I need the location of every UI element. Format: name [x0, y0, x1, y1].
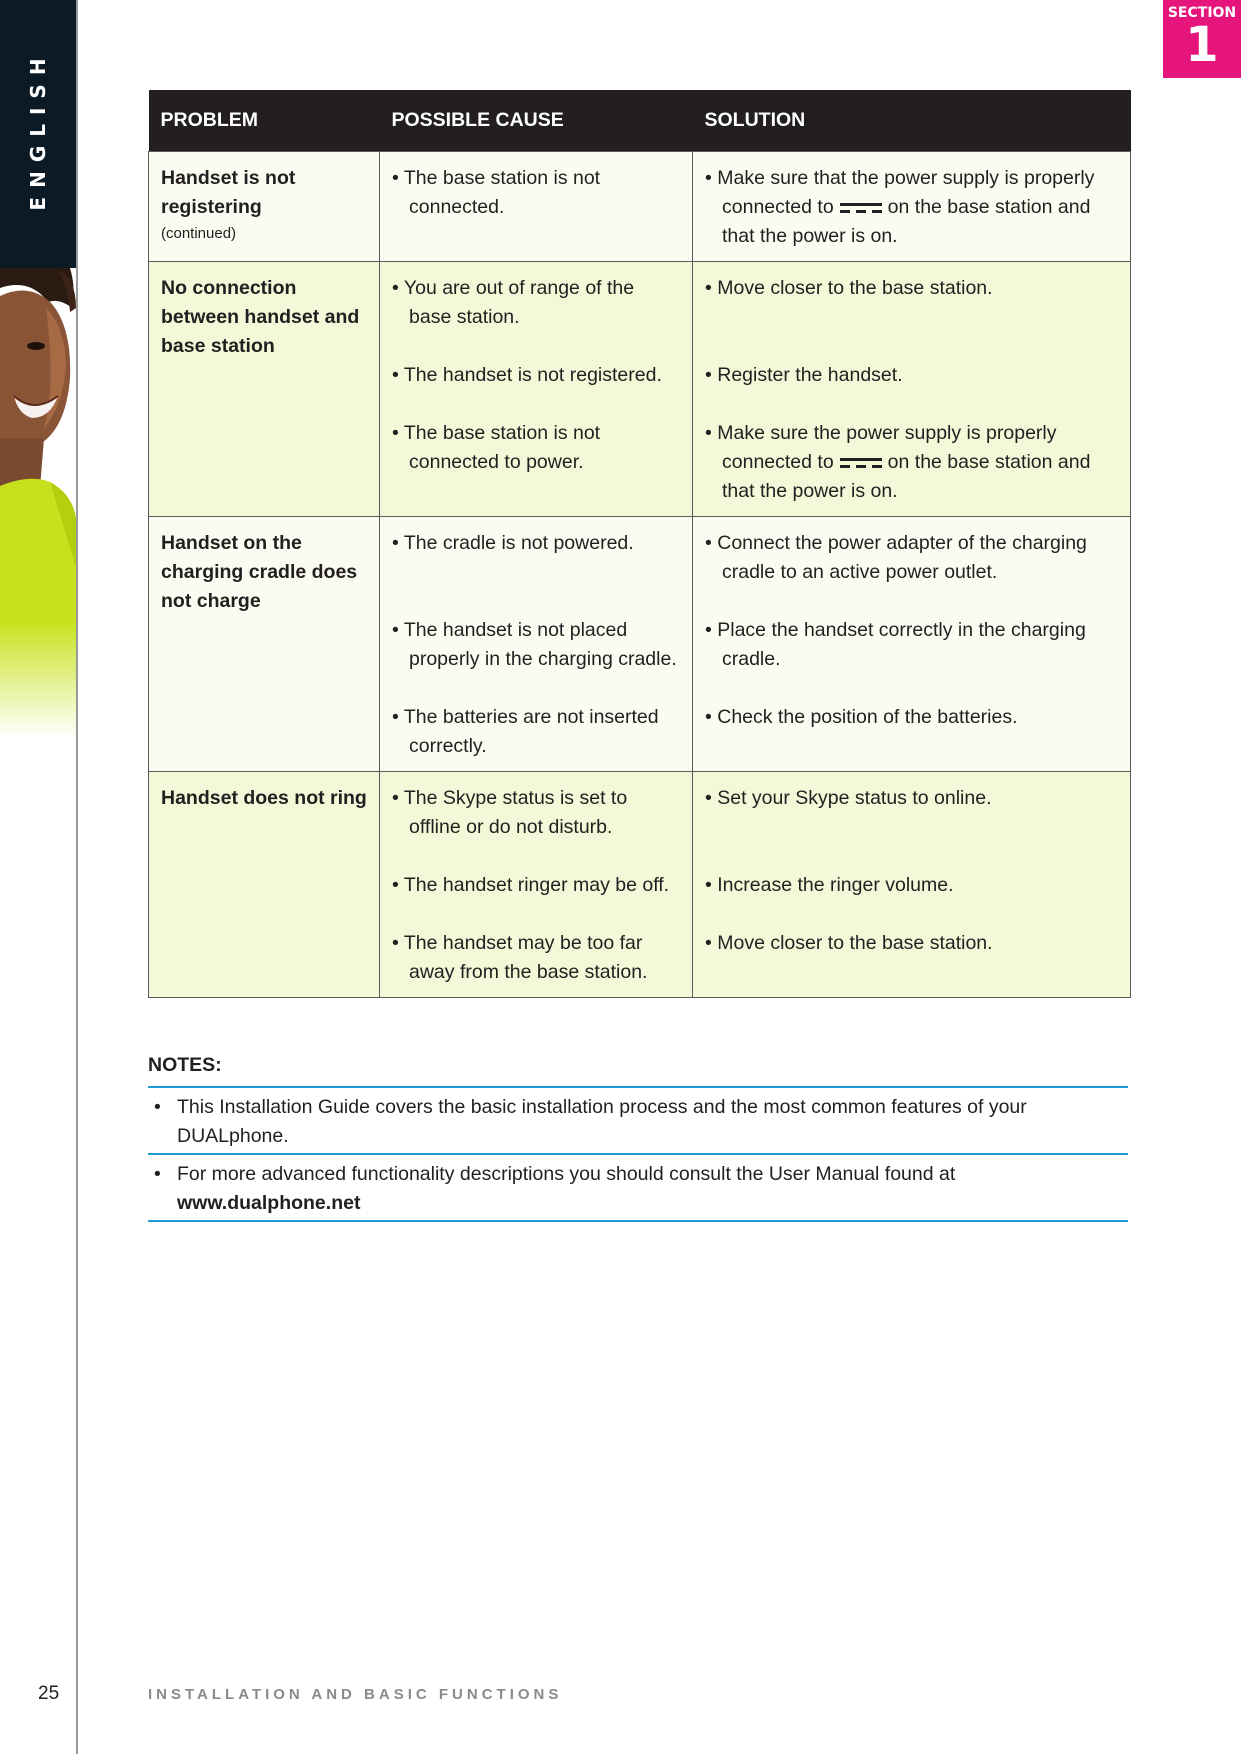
- problem-title: No connection between handset and base station: [161, 277, 360, 357]
- solution-cell: [693, 517, 1131, 772]
- cause-item: • The handset is not registered.: [392, 364, 662, 386]
- notes-list: [148, 1086, 1128, 1222]
- solution-item: [705, 164, 1118, 251]
- header-problem: PROBLEM: [149, 90, 380, 152]
- solution-text-prefix: • Make sure that the power supply is properly connected to: [705, 167, 1095, 218]
- page-number: 25: [38, 1683, 60, 1704]
- section-label: SECTION: [1167, 5, 1237, 21]
- solution-cell: [693, 772, 1131, 998]
- cause-item: • The Skype status is set to offline or do not disturb.: [392, 787, 628, 838]
- dc-power-icon: [840, 457, 882, 469]
- solution-cell: [693, 152, 1131, 262]
- table-header-row: [149, 90, 1131, 152]
- header-possible-cause: POSSIBLE CAUSE: [380, 90, 693, 152]
- problem-cell: [149, 517, 380, 772]
- solution-item: • Register the handset.: [705, 364, 903, 386]
- solution-item: [705, 419, 1118, 506]
- solution-item: • Move closer to the base station.: [705, 932, 993, 954]
- problem-cell: [149, 152, 380, 262]
- cause-item: • The cradle is not powered.: [392, 532, 634, 554]
- dc-power-icon: [840, 202, 882, 214]
- cause-cell: [380, 517, 693, 772]
- header-solution: SOLUTION: [693, 90, 1131, 152]
- woman-photo: [0, 268, 76, 738]
- note-text: This Installation Guide covers the basic installation process and the most common features of your DUALphone.: [177, 1096, 1027, 1147]
- bullet-icon: •: [154, 1096, 161, 1118]
- cause-item: • The base station is not connected.: [392, 167, 601, 218]
- section-badge: [1163, 0, 1241, 78]
- cause-item: • You are out of range of the base station.: [392, 277, 635, 328]
- note-text: For more advanced functionality descriptions you should consult the User Manual found at: [177, 1163, 956, 1185]
- solution-item: • Move closer to the base station.: [705, 277, 993, 299]
- cause-item: • The handset may be too far away from the base station.: [392, 932, 648, 983]
- bullet-icon: •: [154, 1163, 161, 1185]
- cause-item: • The batteries are not inserted correctly.: [392, 706, 659, 757]
- section-number: 1: [1185, 17, 1219, 73]
- cause-cell: [380, 262, 693, 517]
- continued-note: (continued): [161, 225, 237, 242]
- notes-heading: NOTES:: [148, 1054, 222, 1076]
- website-link[interactable]: www.dualphone.net: [177, 1192, 361, 1214]
- cause-item: • The base station is not connected to power.: [392, 422, 601, 473]
- cause-cell: [380, 152, 693, 262]
- problem-title: Handset does not ring: [161, 787, 367, 809]
- cause-item: • The handset ringer may be off.: [392, 874, 670, 896]
- solution-text-prefix: • Make sure the power supply is properly connected to: [705, 422, 1057, 473]
- solution-item: • Place the handset correctly in the charging cradle.: [705, 619, 1086, 670]
- woman-illustration: [0, 268, 76, 738]
- cause-cell: [380, 772, 693, 998]
- solution-item: • Check the position of the batteries.: [705, 706, 1018, 728]
- problem-cell: [149, 262, 380, 517]
- solution-text-suffix: on the base station and that the power is on.: [722, 451, 1091, 502]
- solution-cell: [693, 262, 1131, 517]
- table-row: [149, 772, 1131, 998]
- solution-text-suffix: on the base station and that the power is on.: [722, 196, 1091, 247]
- troubleshooting-table: [148, 90, 1131, 998]
- problem-title: Handset is not registering: [161, 167, 296, 218]
- footer-title: INSTALLATION AND BASIC FUNCTIONS: [148, 1686, 563, 1703]
- language-tab: [0, 0, 76, 268]
- gutter-divider: [76, 0, 78, 1754]
- language-label: ENGLISH: [26, 49, 50, 211]
- solution-item: • Set your Skype status to online.: [705, 787, 992, 809]
- solution-item: • Increase the ringer volume.: [705, 874, 954, 896]
- problem-cell: [149, 772, 380, 998]
- cause-item: • The handset is not placed properly in the charging cradle.: [392, 619, 677, 670]
- note-item: [148, 1155, 1128, 1222]
- problem-title: Handset on the charging cradle does not charge: [161, 532, 358, 612]
- table-row: [149, 152, 1131, 262]
- table-row: [149, 517, 1131, 772]
- solution-item: • Connect the power adapter of the charging cradle to an active power outlet.: [705, 532, 1087, 583]
- table-row: [149, 262, 1131, 517]
- note-item: [148, 1088, 1128, 1155]
